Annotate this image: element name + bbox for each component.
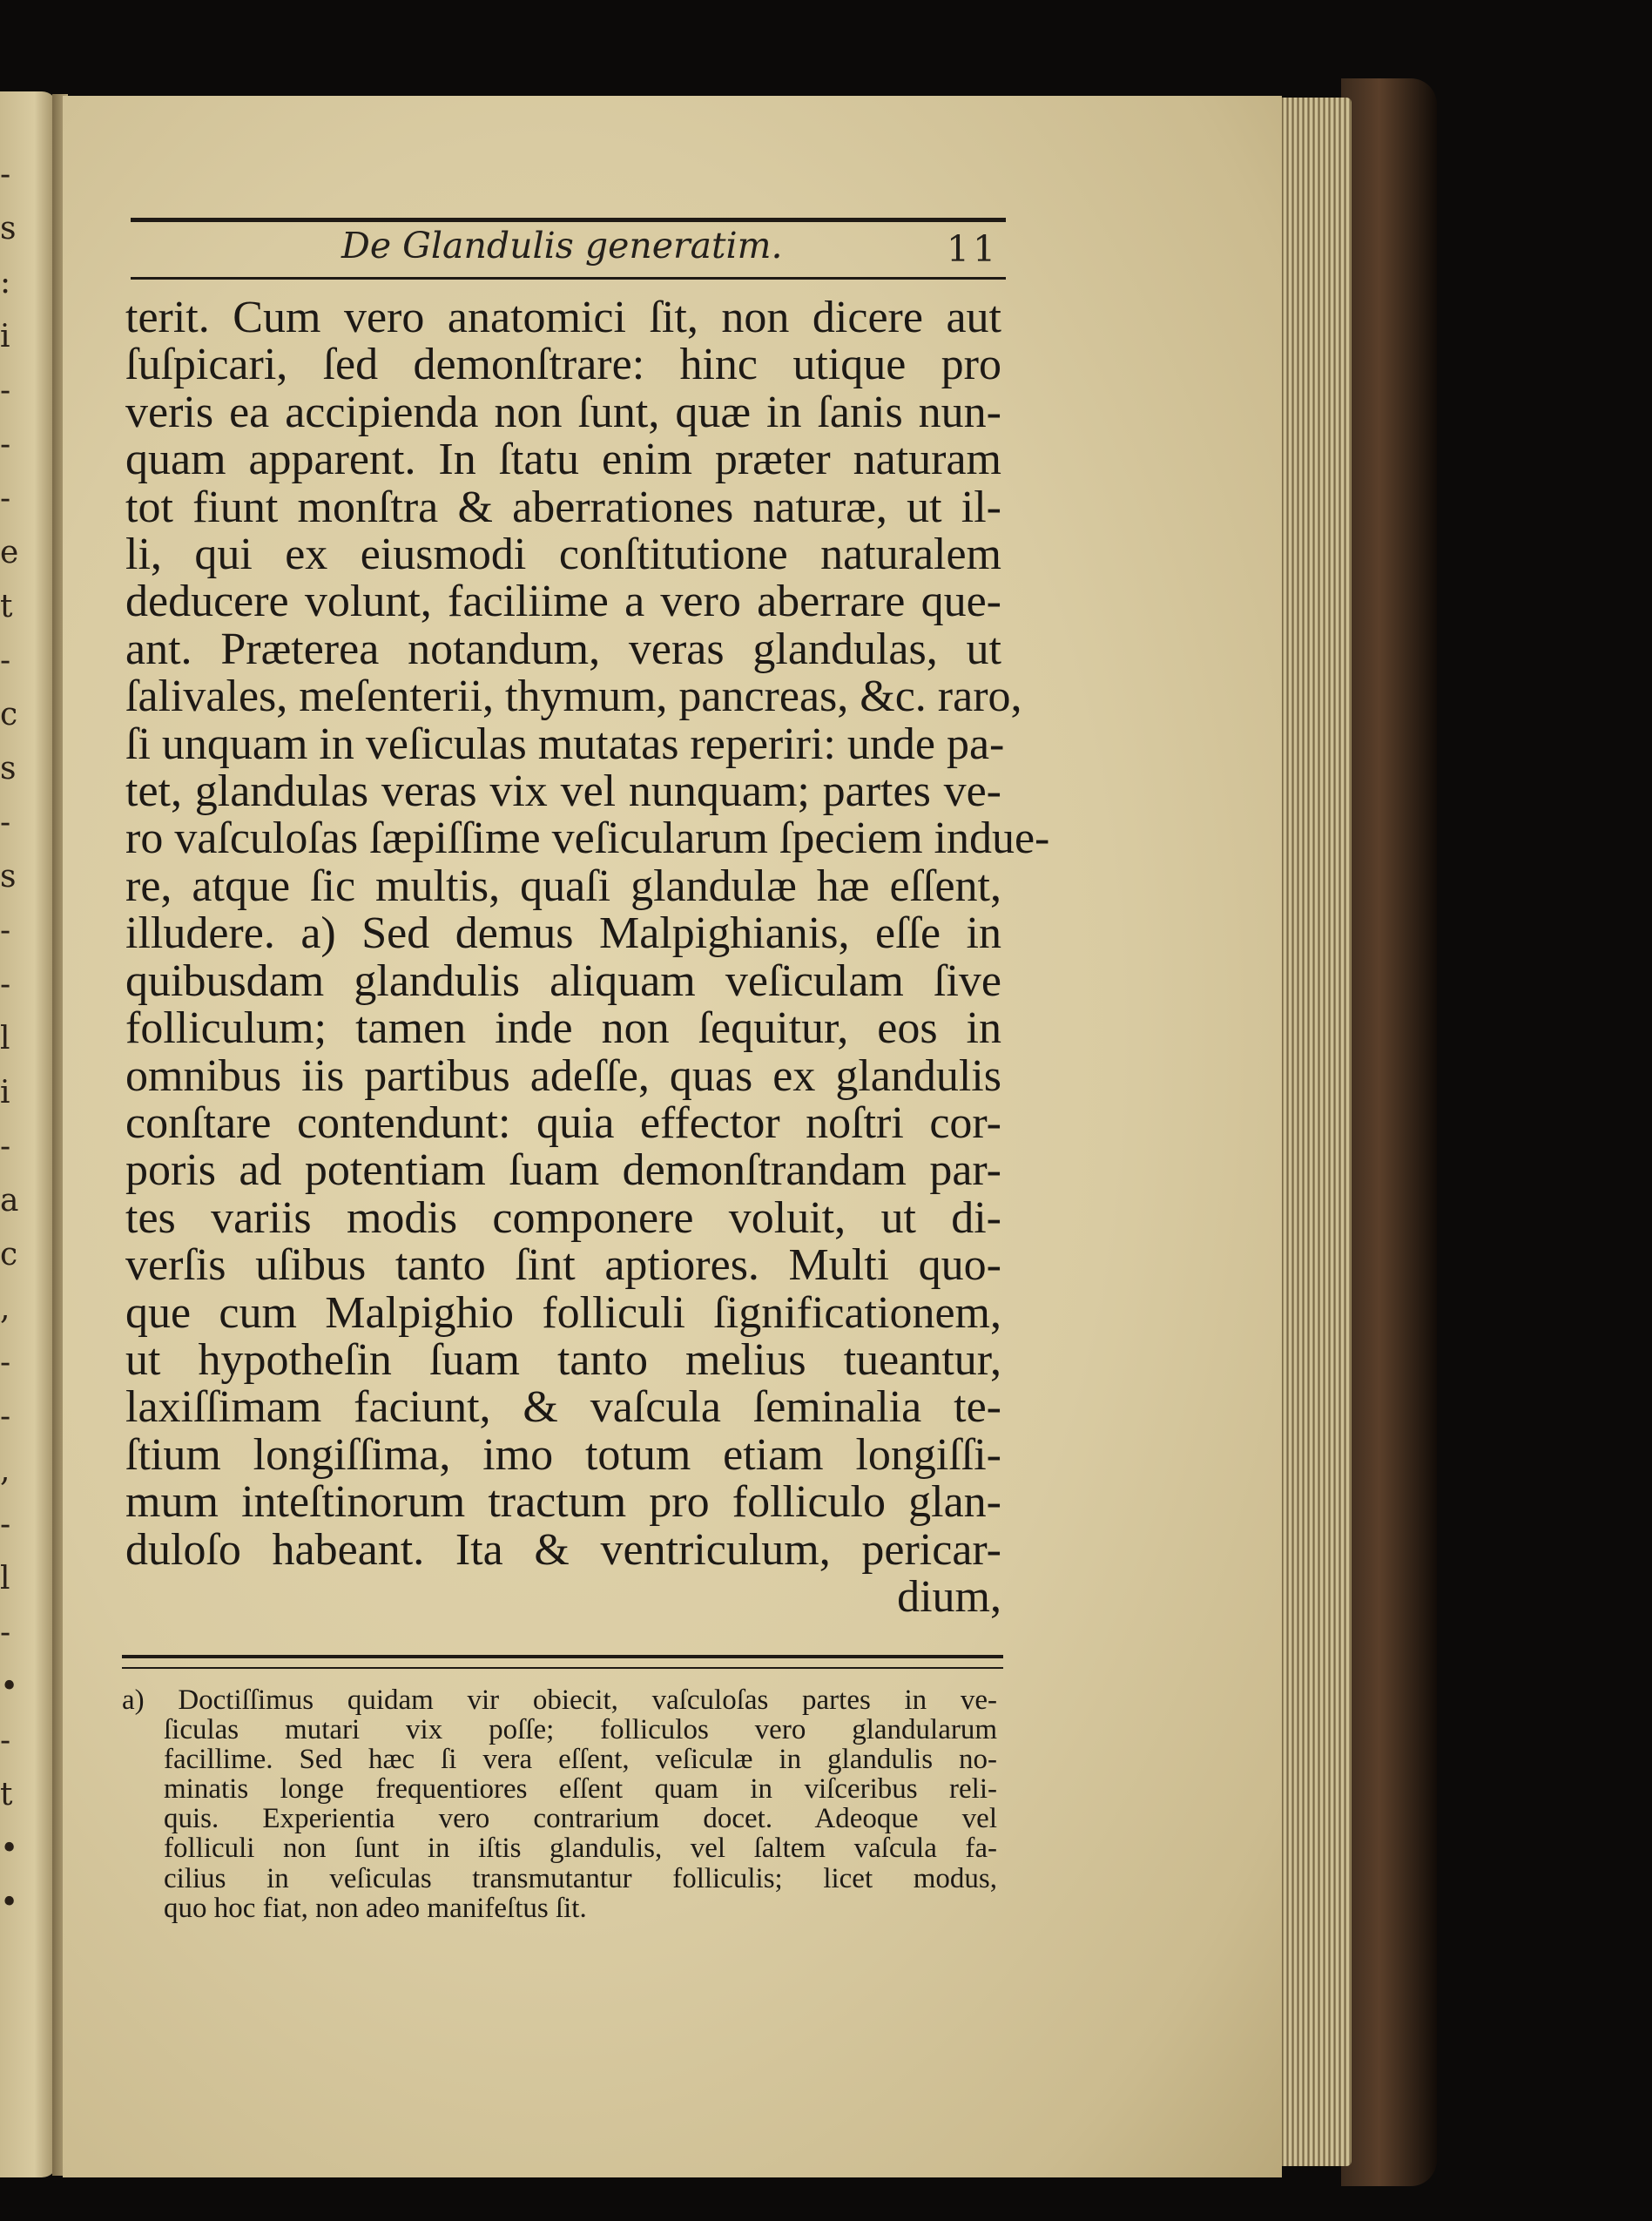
left-glyph: l bbox=[0, 1021, 10, 1056]
text-line: que cum Malpighio folliculi ſignificationem, bbox=[125, 1287, 1001, 1338]
text-line: laxiſſimam faciunt, & vaſcula ſeminalia te- bbox=[125, 1382, 1001, 1433]
left-glyph: i bbox=[0, 1075, 10, 1110]
left-glyph: s bbox=[0, 751, 17, 786]
left-glyph: - bbox=[0, 913, 11, 948]
text-line: veris ea accipienda non ſunt, quæ in ſanis nun- bbox=[125, 387, 1001, 437]
footnote-line: a) Doctiſſimus quidam vir obiecit, vaſculoſas partes in ve- bbox=[122, 1684, 997, 1716]
text-line: quibusdam glandulis aliquam veſiculam ſive bbox=[125, 955, 1001, 1006]
footnote-line: cilius in veſiculas transmutantur folliculis; licet modus, bbox=[164, 1862, 997, 1894]
left-glyph: - bbox=[0, 1723, 11, 1759]
text-line: tot fiunt monſtra & aberrationes naturæ, ut il- bbox=[125, 482, 1001, 532]
left-glyph: , bbox=[0, 1453, 10, 1489]
footnote-line: ſiculas mutari vix poſſe; folliculos vero glandularum bbox=[164, 1714, 997, 1746]
text-line: omnibus iis partibus adeſſe, quas ex glandulis bbox=[125, 1050, 1001, 1101]
footnote-block bbox=[122, 1685, 997, 1923]
left-glyph: - bbox=[0, 643, 11, 678]
left-glyph: - bbox=[0, 805, 11, 840]
text-line: tet, glandulas veras vix vel nunquam; partes ve- bbox=[125, 766, 1001, 817]
left-glyph: s bbox=[0, 859, 17, 894]
text-line: re, atque ſic multis, quaſi glandulæ hæ eſſent, bbox=[125, 861, 1001, 911]
left-glyph: s bbox=[0, 211, 17, 246]
left-glyph: t bbox=[0, 589, 13, 624]
text-line: poris ad potentiam ſuam demonſtrandam par- bbox=[125, 1145, 1001, 1196]
left-page-fragment-glyphs bbox=[0, 148, 35, 1930]
left-glyph: - bbox=[0, 1345, 11, 1381]
text-line: ſuſpicari, ſed demonſtrare: hinc utique pro bbox=[125, 340, 1001, 390]
footnote-line: quo hoc fiat, non adeo manifeſtus ſit. bbox=[164, 1892, 587, 1924]
text-line: verſis uſibus tanto ſint aptiores. Multi quo- bbox=[125, 1240, 1001, 1291]
left-glyph: e bbox=[0, 535, 19, 570]
left-glyph: - bbox=[0, 1129, 11, 1165]
text-line: illudere. a) Sed demus Malpighianis, eſſe in bbox=[125, 908, 1001, 959]
left-glyph: - bbox=[0, 481, 11, 516]
text-line: ro vaſculoſas ſæpiſſime veſicularum ſpeciem indue- bbox=[125, 813, 1050, 864]
left-glyph: t bbox=[0, 1777, 13, 1813]
left-glyph: : bbox=[0, 265, 11, 300]
text-line: ſi unquam in veſiculas mutatas reperiri: unde pa- bbox=[125, 719, 1005, 769]
running-title: De Glandulis generatim. bbox=[341, 225, 783, 267]
header-rule-bottom bbox=[131, 277, 1006, 280]
text-line: quam apparent. In ſtatu enim præter naturam bbox=[125, 435, 1001, 485]
text-line: ant. Præterea notandum, veras glandulas, ut bbox=[125, 624, 1001, 674]
left-glyph: - bbox=[0, 1399, 11, 1435]
left-glyph: - bbox=[0, 373, 11, 408]
left-glyph: - bbox=[0, 157, 11, 192]
left-glyph: • bbox=[0, 1669, 19, 1705]
left-glyph: - bbox=[0, 427, 11, 462]
text-line: ſalivales, meſenterii, thymum, pancreas, &c. raro, bbox=[125, 672, 1022, 722]
footnote-rule-bottom bbox=[122, 1667, 1003, 1669]
left-glyph: - bbox=[0, 1615, 11, 1651]
text-line: dium, bbox=[897, 1571, 1001, 1622]
footnote-rule-top bbox=[122, 1655, 1003, 1658]
left-glyph: , bbox=[0, 1291, 10, 1327]
left-glyph: c bbox=[0, 697, 18, 732]
text-line: conſtare contendunt: quia effector noſtri cor- bbox=[125, 1097, 1001, 1148]
header-rule-top bbox=[131, 218, 1006, 222]
book-cover-edge bbox=[1341, 78, 1437, 2186]
text-line: terit. Cum vero anatomici ſit, non dicere aut bbox=[125, 293, 1001, 342]
footnote-line: quis. Experientia vero contrarium docet. Adeoque vel bbox=[164, 1803, 997, 1835]
left-glyph: c bbox=[0, 1237, 18, 1273]
footnote-line: facillime. Sed hæc ſi vera eſſent, veſiculæ in glandulis no- bbox=[164, 1744, 997, 1776]
text-line: ut hypotheſin ſuam tanto melius tueantur, bbox=[125, 1334, 1001, 1385]
text-line: duloſo habeant. Ita & ventriculum, pericar- bbox=[125, 1524, 1001, 1575]
text-line: deducere volunt, faciliime a vero aberrare que- bbox=[125, 577, 1001, 627]
page-block-edges bbox=[1273, 98, 1352, 2166]
left-glyph: l bbox=[0, 1561, 10, 1597]
left-glyph: • bbox=[0, 1831, 19, 1867]
text-line: tes variis modis componere voluit, ut di- bbox=[125, 1192, 1001, 1243]
left-glyph: i bbox=[0, 319, 10, 354]
page-number: 11 bbox=[947, 228, 1000, 270]
text-line: li, qui ex eiusmodi conſtitutione naturalem bbox=[125, 530, 1001, 580]
left-glyph: • bbox=[0, 1885, 19, 1921]
text-line: ſtium longiſſima, imo totum etiam longiſſi- bbox=[125, 1429, 1001, 1480]
text-line: mum inteſtinorum tractum pro folliculo glan- bbox=[125, 1477, 1001, 1528]
left-glyph: - bbox=[0, 1507, 11, 1543]
left-glyph: a bbox=[0, 1183, 19, 1219]
footnote-line: minatis longe frequentiores eſſent quam in viſceribus reli- bbox=[164, 1773, 997, 1806]
main-text-block bbox=[125, 293, 1050, 1622]
left-glyph: - bbox=[0, 967, 11, 1002]
footnote-line: folliculi non ſunt in iſtis glandulis, vel ſaltem vaſcula fa- bbox=[164, 1833, 997, 1865]
text-line: folliculum; tamen inde non ſequitur, eos in bbox=[125, 1003, 1001, 1054]
